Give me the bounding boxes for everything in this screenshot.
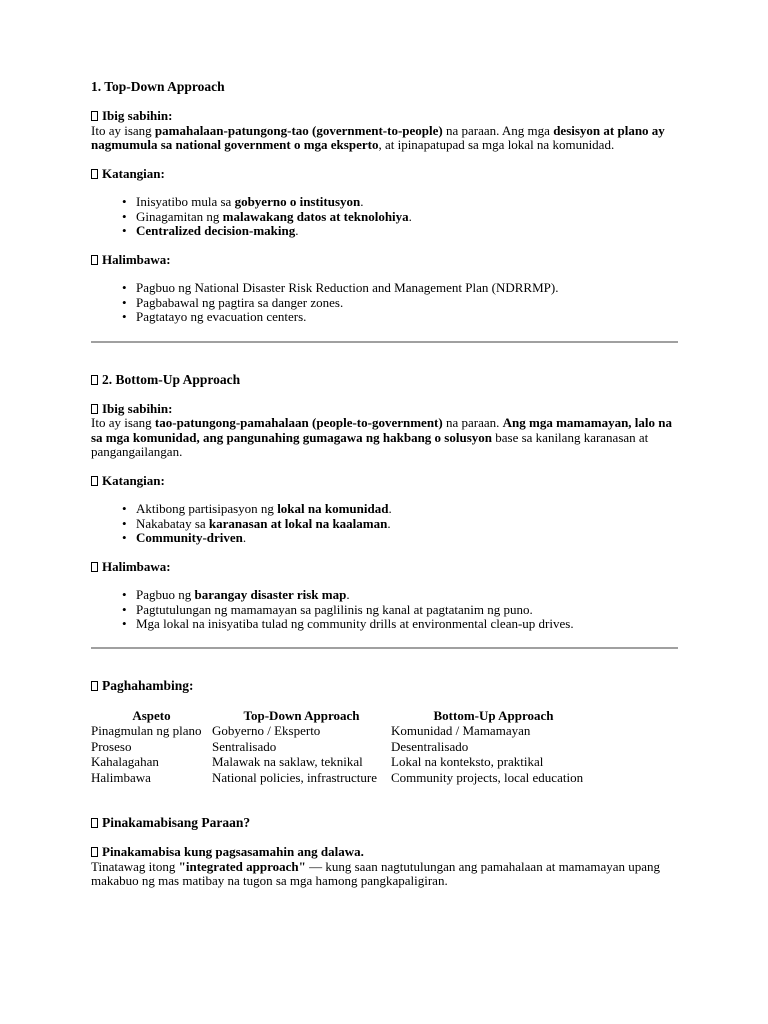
list-item: • Pagbuo ng barangay disaster risk map. [136,588,681,603]
table-cell: Pinagmulan ng plano [91,723,202,738]
section-heading-best-approach: Pinakamabisang Paraan? [91,815,681,831]
examples-label: Halimbawa: [91,253,681,268]
table-cell: National policies, infrastructure [212,769,377,785]
meaning-label: Ibig sabihin: [91,402,681,417]
table-cell: Komunidad / Mamamayan [391,723,531,738]
table-cell: Desentralisado [391,738,469,754]
examples-label: Halimbawa: [91,560,681,575]
top-down-examples-list [91,281,681,325]
column-header: Top-Down Approach [243,707,360,723]
list-item: • Pagbuo ng National Disaster Risk Reduction and Management Plan (NDRRMP). [136,281,681,296]
list-item: • Pagtutulungan ng mamamayan sa paglilinis ng kanal at pagtatanim ng puno. [136,603,681,618]
list-item: • Pagtatayo ng evacuation centers. [136,310,681,325]
top-down-meaning: Ito ay isang pamahalaan-patungong-tao (government-to-people) na paraan. Ang mga desisyon at plano ay nagmumula sa national government o mga eksperto, at ipinapatupad sa mga lokal na komunidad. [91,122,665,152]
missing-glyph-icon [91,818,98,828]
comparison-table [91,708,596,786]
table-cell: Halimbawa [91,769,151,785]
bottom-up-meaning: Ito ay isang tao-patungong-pamahalaan (people-to-government) na paraan. Ang mga mamamayan, lalo na sa mga komunidad, ang pangunahing gumagawa ng hakbang o solusyon base sa kanilang karanasan at pangangailangan. [91,415,673,459]
traits-label: Katangian: [91,474,681,489]
best-approach-text: Tinatawag itong "integrated approach" — kung saan nagtutulungan ang pamahalaan at mamamayan upang makabuo ng mas matibay na tugon sa mga hamong pangkapaligiran. [91,858,661,888]
table-cell: Kahalagahan [91,754,159,769]
section-divider [91,341,678,343]
table-header-row [91,708,596,724]
table-row [91,754,596,770]
table-cell: Malawak na saklaw, teknikal [212,754,363,769]
missing-glyph-icon [91,375,98,385]
missing-glyph-icon [91,562,98,572]
list-item: • Ginagamitan ng malawakang datos at teknolohiya. [136,210,681,225]
section-heading-bottom-up: 2. Bottom-Up Approach [91,372,681,388]
section-divider [91,647,678,649]
bottom-up-traits-list [91,502,681,546]
traits-label: Katangian: [91,167,681,182]
column-header: Aspeto [132,707,171,723]
table-row [91,723,596,739]
column-header: Bottom-Up Approach [433,707,554,723]
missing-glyph-icon [91,255,98,265]
table-cell: Sentralisado [212,738,277,754]
list-item: • Centralized decision-making. [136,224,681,239]
missing-glyph-icon [91,111,98,121]
list-item: • Aktibong partisipasyon ng lokal na komunidad. [136,502,681,517]
list-item: • Inisyatibo mula sa gobyerno o institusyon. [136,195,681,210]
missing-glyph-icon [91,404,98,414]
table-cell: Lokal na konteksto, praktikal [391,754,544,769]
table-cell: Gobyerno / Eksperto [212,723,321,738]
list-item: • Mga lokal na inisyatiba tulad ng community drills at environmental clean-up drives. [136,617,681,632]
section-heading-top-down: 1. Top-Down Approach [91,79,225,94]
bottom-up-examples-list [91,588,681,632]
answer-label: Pinakamabisa kung pagsasamahin ang dalawa. [91,845,681,860]
document-page [91,79,681,889]
missing-glyph-icon [91,476,98,486]
list-item: • Nakabatay sa karanasan at lokal na kaalaman. [136,517,681,532]
section-heading-comparison: Paghahambing: [91,678,681,694]
table-row [91,739,596,755]
missing-glyph-icon [91,169,98,179]
top-down-traits-list [91,195,681,239]
list-item: • Community-driven. [136,531,681,546]
meaning-label: Ibig sabihin: [91,109,681,124]
table-cell: Proseso [91,738,132,754]
missing-glyph-icon [91,847,98,857]
table-row [91,770,596,786]
table-cell: Community projects, local education [391,769,584,785]
list-item: • Pagbabawal ng pagtira sa danger zones. [136,296,681,311]
missing-glyph-icon [91,681,98,691]
